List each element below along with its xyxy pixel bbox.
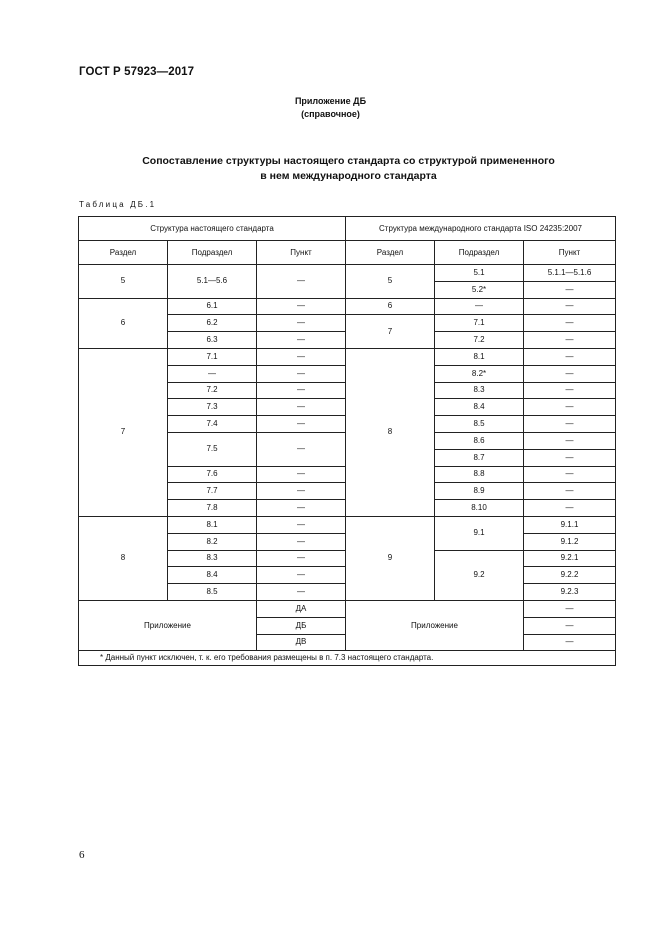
table-cell: — (257, 466, 346, 483)
table-cell: 9.2.1 (524, 550, 616, 567)
document-title-line-2: в нем международного стандарта (260, 170, 437, 182)
table-row (79, 348, 616, 365)
table-cell: — (524, 315, 616, 332)
column-header: Пункт (524, 241, 616, 265)
table-cell: 7.2 (168, 382, 257, 399)
table-footnote: * Данный пункт исключен, т. к. его требования размещены в п. 7.3 настоящего стандарта. (79, 651, 616, 666)
table-cell: Приложение (346, 600, 524, 650)
table-cell: — (524, 365, 616, 382)
table-row (79, 600, 616, 617)
table-cell: 8.1 (168, 516, 257, 533)
table-cell: — (524, 634, 616, 651)
table-cell: 6 (79, 298, 168, 348)
table-cell: 9.1 (435, 516, 524, 550)
table-cell: — (524, 348, 616, 365)
table-cell: 7 (346, 315, 435, 349)
table-cell: — (524, 500, 616, 517)
standard-code: ГОСТ Р 57923—2017 (79, 66, 195, 78)
table-cell: 5.1.1—5.1.6 (524, 265, 616, 282)
table-cell: — (524, 332, 616, 349)
table-cell: — (257, 382, 346, 399)
table-cell: 5.2* (435, 281, 524, 298)
table-cell: 8.5 (168, 584, 257, 601)
table-cell: 6.3 (168, 332, 257, 349)
table-cell: 7.5 (168, 432, 257, 466)
table-cell: 5.1—5.6 (168, 265, 257, 299)
column-header: Пункт (257, 241, 346, 265)
table-cell: — (168, 365, 257, 382)
table-cell: 9.1.2 (524, 533, 616, 550)
table-cell: — (524, 281, 616, 298)
table-cell: 8.6 (435, 432, 524, 449)
table-cell: ДВ (257, 634, 346, 651)
table-cell: 8.2* (435, 365, 524, 382)
table-cell: — (257, 516, 346, 533)
table-cell: — (524, 449, 616, 466)
table-row (79, 298, 616, 315)
table-cell: — (524, 432, 616, 449)
table-cell: 7.7 (168, 483, 257, 500)
table-cell: 8.4 (168, 567, 257, 584)
table-cell: 5.1 (435, 265, 524, 282)
table-cell: 8 (346, 348, 435, 516)
table-cell: — (524, 483, 616, 500)
table-cell: 9.2 (435, 550, 524, 600)
table-cell: ДБ (257, 617, 346, 634)
table-cell: — (257, 315, 346, 332)
table-cell: — (524, 399, 616, 416)
table-cell: 8.5 (435, 416, 524, 433)
table-cell: — (257, 416, 346, 433)
table-cell: 7 (79, 348, 168, 516)
page-number: 6 (79, 849, 85, 861)
table-cell: 7.3 (168, 399, 257, 416)
table-label: Таблица ДБ.1 (79, 200, 157, 209)
group-header-this-standard: Структура настоящего стандарта (79, 217, 346, 241)
table-group-header-row (79, 217, 616, 241)
table-cell: ДА (257, 600, 346, 617)
annex-type: (справочное) (301, 109, 360, 119)
table-cell: — (257, 365, 346, 382)
table-cell: 7.6 (168, 466, 257, 483)
table-row (79, 516, 616, 533)
table-cell: — (524, 416, 616, 433)
table-cell: — (257, 399, 346, 416)
table-cell: 5 (79, 265, 168, 299)
column-header: Раздел (346, 241, 435, 265)
table-cell: — (257, 500, 346, 517)
table-cell: — (257, 265, 346, 299)
table-cell: 8.3 (435, 382, 524, 399)
table-cell: 6.1 (168, 298, 257, 315)
table-cell: 6.2 (168, 315, 257, 332)
table-cell: 7.8 (168, 500, 257, 517)
table-cell: 8.10 (435, 500, 524, 517)
table-cell: 7.2 (435, 332, 524, 349)
table-cell: — (257, 298, 346, 315)
table-cell: 8.9 (435, 483, 524, 500)
table-cell: — (257, 483, 346, 500)
table-cell: 9.1.1 (524, 516, 616, 533)
table-cell: 8.8 (435, 466, 524, 483)
column-header: Подраздел (435, 241, 524, 265)
table-cell: 5 (346, 265, 435, 299)
table-cell: 8.4 (435, 399, 524, 416)
column-header: Раздел (79, 241, 168, 265)
table-cell: 8 (79, 516, 168, 600)
table-cell: 8.1 (435, 348, 524, 365)
document-title-line-1: Сопоставление структуры настоящего стандарта со структурой примененного (142, 155, 555, 167)
annex-title: Приложение ДБ (294, 96, 367, 106)
comparison-table (78, 216, 616, 666)
table-cell: — (257, 432, 346, 466)
table-cell: — (524, 298, 616, 315)
table-cell: — (257, 332, 346, 349)
table-cell: 9 (346, 516, 435, 600)
table-cell: 7.1 (168, 348, 257, 365)
table-cell: — (524, 617, 616, 634)
table-cell: — (257, 584, 346, 601)
table-row (79, 265, 616, 282)
table-cell: — (257, 348, 346, 365)
table-cell: 9.2.3 (524, 584, 616, 601)
column-header: Подраздел (168, 241, 257, 265)
table-cell: 8.3 (168, 550, 257, 567)
table-footnote-row (79, 651, 616, 666)
table-cell: 8.2 (168, 533, 257, 550)
table-cell: — (524, 466, 616, 483)
table-cell: 7.1 (435, 315, 524, 332)
table-cell: 9.2.2 (524, 567, 616, 584)
table-cell: — (257, 533, 346, 550)
table-column-header-row (79, 241, 616, 265)
table-cell: — (257, 550, 346, 567)
table-cell: — (435, 298, 524, 315)
table-cell: 7.4 (168, 416, 257, 433)
table-cell: — (257, 567, 346, 584)
table-cell: — (524, 382, 616, 399)
group-header-international-standard: Структура международного стандарта ISO 24235:2007 (346, 217, 616, 241)
table-cell: — (524, 600, 616, 617)
table-cell: 8.7 (435, 449, 524, 466)
table-cell: Приложение (79, 600, 257, 650)
table-cell: 6 (346, 298, 435, 315)
